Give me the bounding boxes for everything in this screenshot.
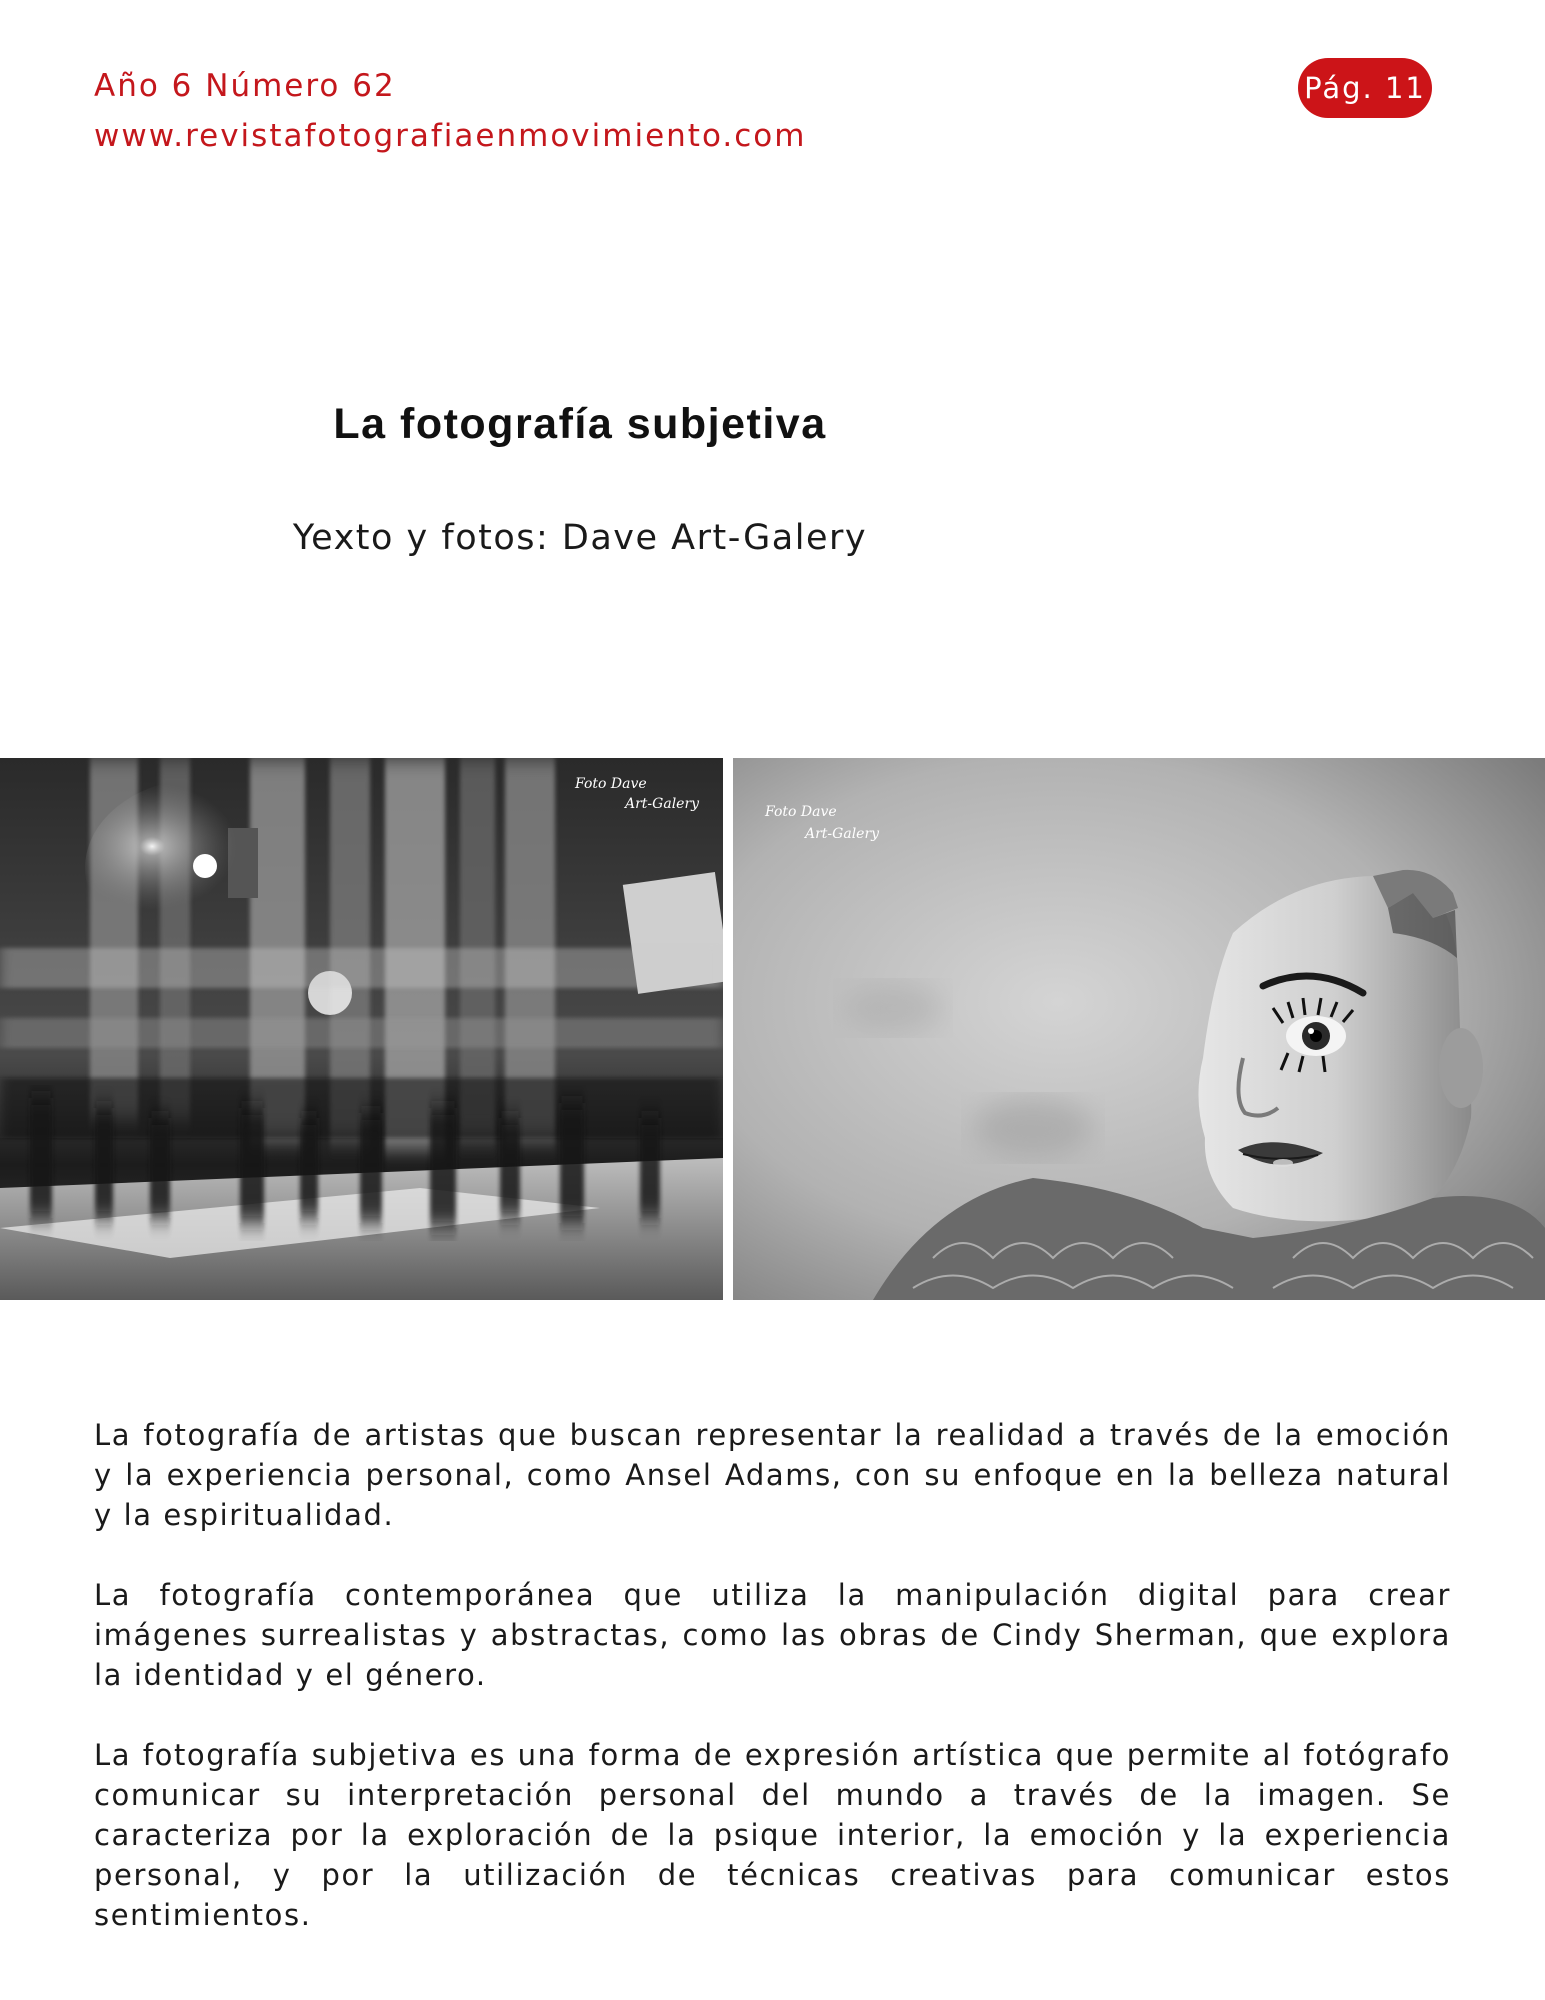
paragraph: La fotografía contemporánea que utiliza la manipulación digital para crear imágenes surrealistas y abstractas, como las obras de Cindy Sherman, que explora la identidad y el género. [94,1578,1451,1692]
photo-broken-doll [733,758,1545,1300]
paragraph: La fotografía de artistas que buscan representar la realidad a través de la emoción y la experiencia personal, como Ansel Adams, con su enfoque en la belleza natural y la espiritualidad. [94,1418,1451,1532]
photo-motion-hall [0,758,723,1300]
photo-watermark: Art-Galery [625,796,700,812]
photo-watermark: Foto Dave [575,776,647,792]
article-body [94,1415,1451,1975]
photo-watermark: Art-Galery [805,826,880,842]
issue-info: Año 6 Número 62 [94,68,396,104]
photo-watermark: Foto Dave [765,804,837,820]
article-title: La fotografía subjetiva [333,400,827,448]
article-byline: Yexto y fotos: Dave Art-Galery [292,518,868,558]
magazine-url[interactable]: www.revistafotografiaenmovimiento.com [94,118,807,154]
page-number-badge: Pág. 11 [1298,58,1432,118]
paragraph: La fotografía subjetiva es una forma de expresión artística que permite al fotógrafo comunicar su interpretación personal del mundo a través de la imagen. Se caracteriza por la exploración de la psique interior, la emoción y la experiencia personal, y por la utilización de técnicas creativas para comunicar estos sentimientos. [94,1738,1451,1932]
